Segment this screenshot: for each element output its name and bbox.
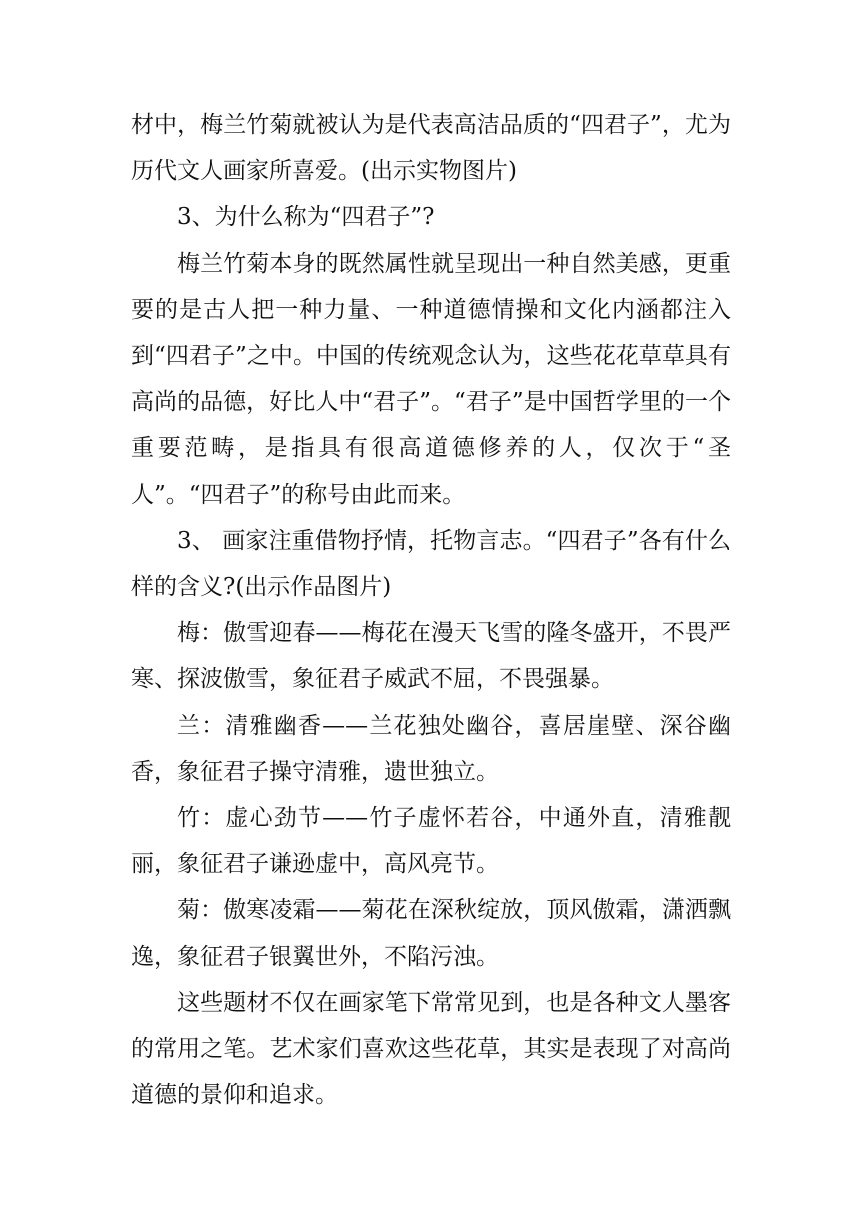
paragraph-continuation: 材中，梅兰竹菊就被认为是代表高洁品质的“四君子”，尤为历代文人画家所喜爱。(出示实物图片)	[131, 112, 731, 185]
paragraph-explanation: 梅兰竹菊本身的既然属性就呈现出一种自然美感，更重要的是古人把一种力量、一种道德情操和文化内涵都注入到“四君子”之中。中国的传统观念认为，这些花花草草具有高尚的品德，好比人中“君子”。“君子”是中国哲学里的一个重要范畴，是指具有很高道德修养的人，仅次于“圣人”。“四君子”的称号由此而来。	[131, 250, 731, 508]
document-body	[131, 102, 731, 1118]
paragraph-bamboo: 竹：虚心劲节——竹子虚怀若谷，中通外直，清雅靓丽，象征君子谦逊虚中，高风亮节。	[131, 805, 731, 878]
paragraph-conclusion: 这些题材不仅在画家笔下常常见到，也是各种文人墨客的常用之笔。艺术家们喜欢这些花草，其实是表现了对高尚道德的景仰和追求。	[131, 989, 731, 1109]
paragraph-plum: 梅：傲雪迎春——梅花在漫天飞雪的隆冬盛开，不畏严寒、探波傲雪，象征君子威武不屈，不畏强暴。	[131, 620, 731, 693]
heading-meanings: 3、 画家注重借物抒情，托物言志。“四君子”各有什么样的含义?(出示作品图片)	[131, 527, 731, 601]
paragraph-chrysanthemum: 菊：傲寒凌霜——菊花在深秋绽放，顶风傲霜，潇洒飘逸，象征君子银翼世外，不陷污浊。	[131, 897, 731, 970]
paragraph-orchid: 兰：清雅幽香——兰花独处幽谷，喜居崖壁、深谷幽香，象征君子操守清雅，遗世独立。	[131, 712, 731, 785]
heading-why-four-gentlemen: 3、为什么称为“四君子”?	[177, 204, 435, 231]
